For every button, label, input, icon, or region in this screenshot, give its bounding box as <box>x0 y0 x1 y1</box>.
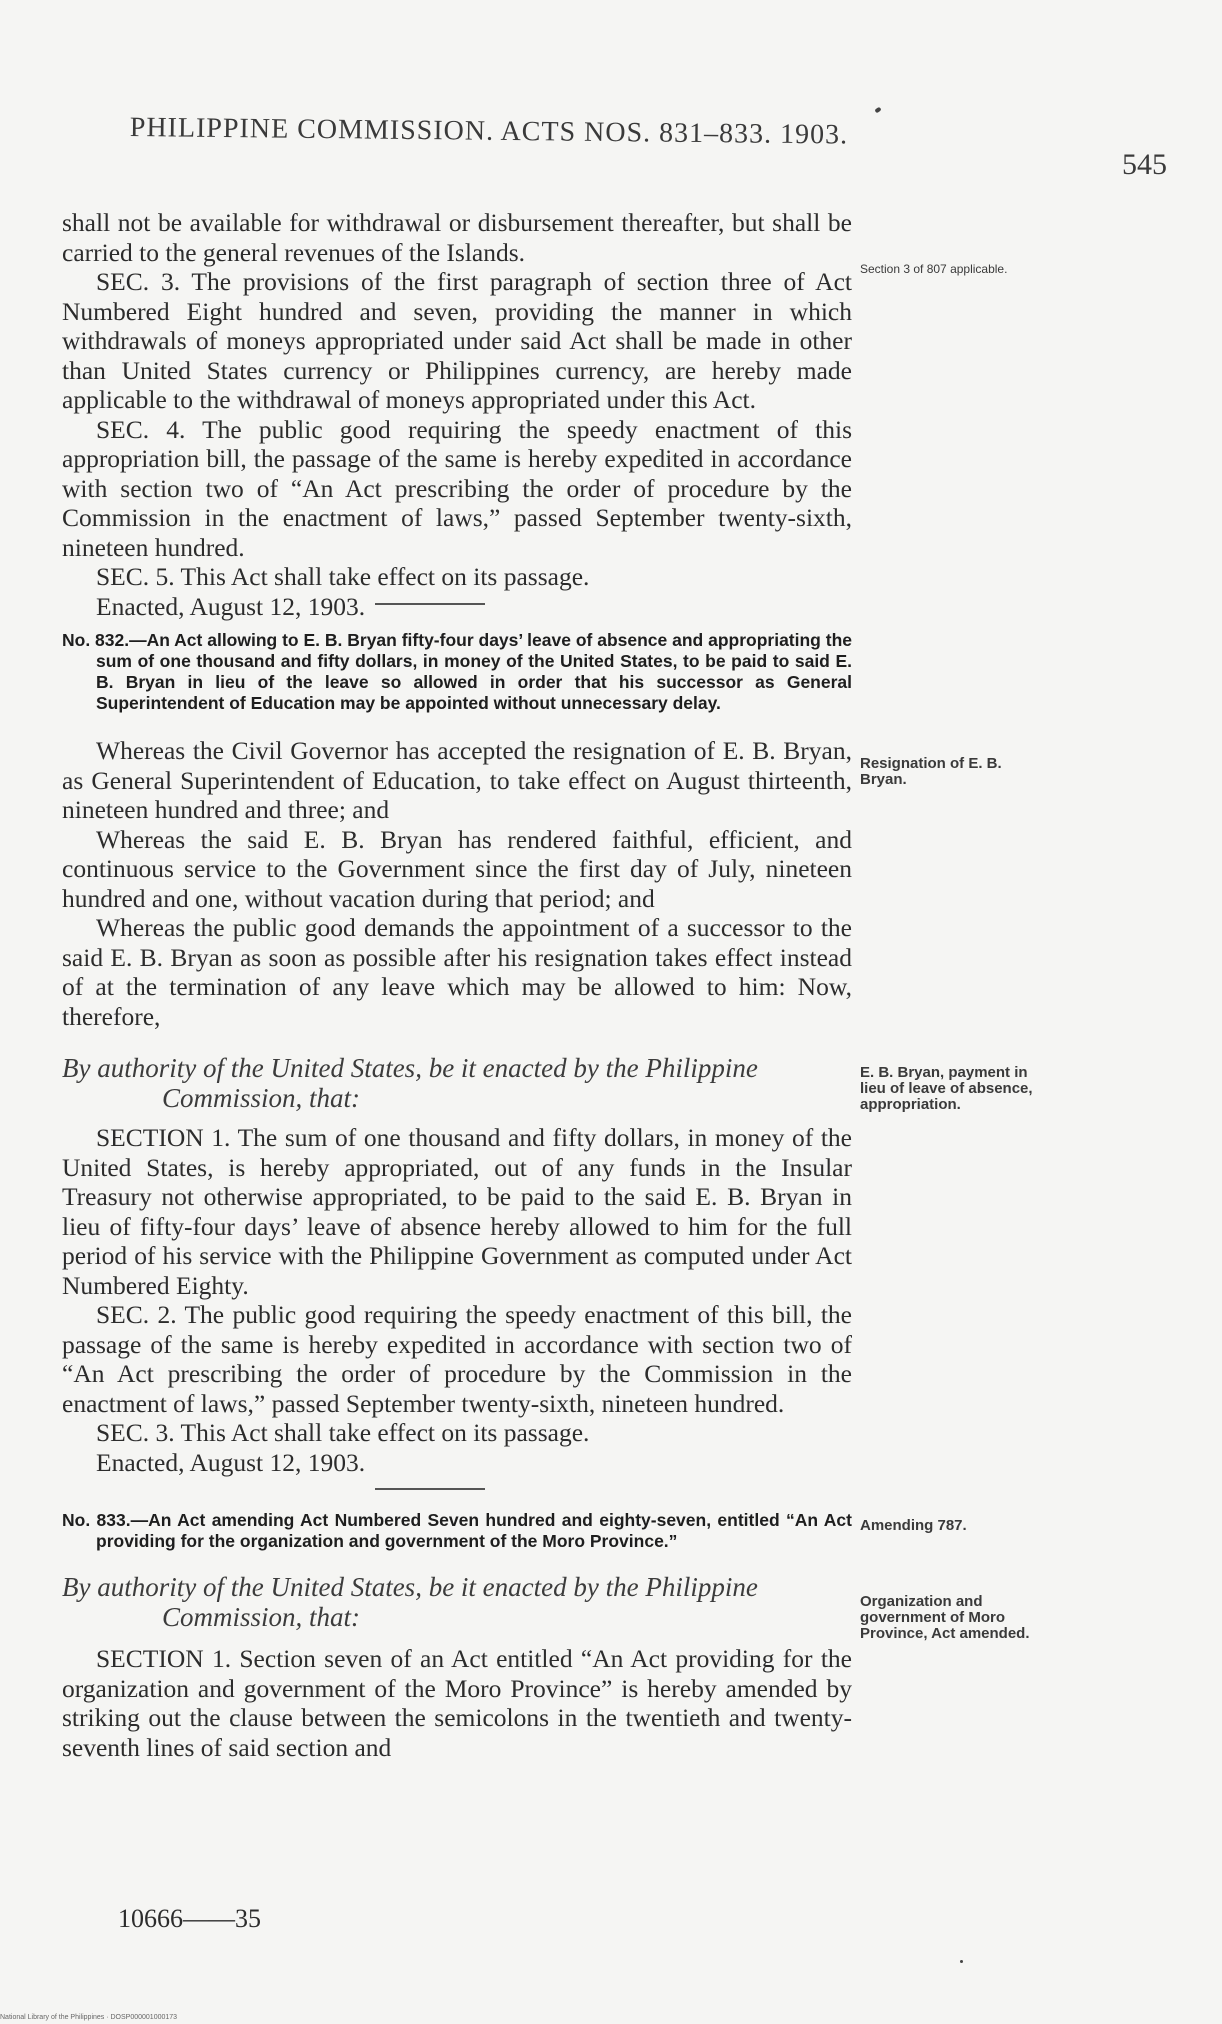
enacting-clause-line1: By authority of the United States, be it enacted by the Philippine <box>62 1572 758 1602</box>
act-832-heading: No. 832.—An Act allowing to E. B. Bryan fifty-four days’ leave of absence and appropriating the sum of one thousand and fifty dollars, in money of the United States, to be paid to said E. B. Bryan in lieu of the leave so allowed in order that his successor as General Superintendent of Education may be appointed without unnecessary delay. <box>62 630 852 713</box>
whereas-1: Whereas the Civil Governor has accepted the resignation of E. B. Bryan, as General Superintendent of Education, to take effect on August thirteenth, nineteen hundred and three; and <box>62 736 852 824</box>
act-833-heading: No. 833.—An Act amending Act Numbered Seven hundred and eighty-seven, entitled “An Act providing for the organization and government of the Moro Province.” <box>62 1510 852 1551</box>
section-3: SEC. 3. This Act shall take effect on its passage. <box>96 1418 590 1447</box>
whereas-3: Whereas the public good demands the appointment of a successor to the said E. B. Bryan as soon as possible after his resignation takes effect instead of at the termination of any leave which may be allowed to him: Now, therefore, <box>62 913 852 1031</box>
enacting-clause-line2: Commission, that: <box>162 1602 361 1632</box>
enacting-clause <box>62 1053 852 1113</box>
act-832 <box>62 630 852 1477</box>
section-1: SECTION 1. Section seven of an Act entitled “An Act providing for the organization and government of the Moro Province” is hereby amended by striking out the clause between the semicolons in the twentieth and twenty-seventh lines of said section and <box>62 1644 852 1762</box>
section-3: SEC. 3. The provisions of the first paragraph of section three of Act Numbered Eight hundred and seven, providing the manner in which withdrawals of moneys appropriated under said Act shall be made in other than United States currency or Philippines currency, are hereby made applicable to the withdrawal of moneys appropriated under this Act. <box>62 267 852 414</box>
section-divider <box>375 603 485 605</box>
signature-mark: 10666——35 <box>118 1904 261 1933</box>
enacting-clause-line2: Commission, that: <box>162 1083 361 1113</box>
section-4: SEC. 4. The public good requiring the speedy enactment of this appropriation bill, the passage of the same is hereby expedited in accordance with section two of “An Act prescribing the order of procedure by the Commission in the enactment of laws,” passed September twenty-sixth, nineteen hundred. <box>62 414 852 562</box>
section-divider <box>375 1488 485 1490</box>
enacting-clause-line1: By authority of the United States, be it enacted by the Philippine <box>62 1053 758 1083</box>
paragraph: shall not be available for withdrawal or disbursement thereafter, but shall be carried to the general revenues of the Islands. <box>62 208 852 267</box>
enacting-clause <box>62 1572 852 1632</box>
enacted-date: Enacted, August 12, 1903. <box>96 591 366 621</box>
scan-footer: National Library of the Philippines · DOSP000001000173 <box>0 2014 178 2021</box>
margin-note-section-3: Section 3 of 807 applicable. <box>860 262 1008 276</box>
whereas-2: Whereas the said E. B. Bryan has rendered faithful, efficient, and continuous service to the Government since the first day of July, nineteen hundred and one, without vacation during that period; and <box>62 824 852 913</box>
act-831-continuation <box>62 208 852 621</box>
section-5: SEC. 5. This Act shall take effect on its passage. <box>96 562 590 591</box>
section-1: SECTION 1. The sum of one thousand and fifty dollars, in money of the United States, is hereby appropriated, out of any funds in the Insular Treasury not otherwise appropriated, to be paid to the said E. B. Bryan in lieu of fifty-four days’ leave of absence hereby allowed to him for the full period of his service with the Philippine Government as computed under Act Numbered Eighty. <box>62 1123 852 1300</box>
margin-note-moro-province: Organization and government of Moro Province, Act amended. <box>860 1593 1030 1642</box>
running-head: PHILIPPINE COMMISSION. ACTS NOS. 831–833. 1903. <box>129 112 849 151</box>
scan-speck <box>960 1960 963 1963</box>
scan-speck <box>874 107 881 114</box>
margin-note-payment: E. B. Bryan, payment in lieu of leave of absence, appropriation. <box>860 1064 1033 1113</box>
margin-note-resignation: Resignation of E. B. Bryan. <box>860 755 1002 788</box>
margin-note-amending: Amending 787. <box>860 1517 967 1534</box>
enacted-date: Enacted, August 12, 1903. <box>96 1447 366 1477</box>
act-833 <box>62 1510 852 1762</box>
section-2: SEC. 2. The public good requiring the speedy enactment of this bill, the passage of the same is hereby expedited in accordance with section two of “An Act prescribing the order of procedure by the Commission in the enactment of laws,” passed September twenty-sixth, nineteen hundred. <box>62 1300 852 1418</box>
page-number: 545 <box>1122 148 1167 181</box>
